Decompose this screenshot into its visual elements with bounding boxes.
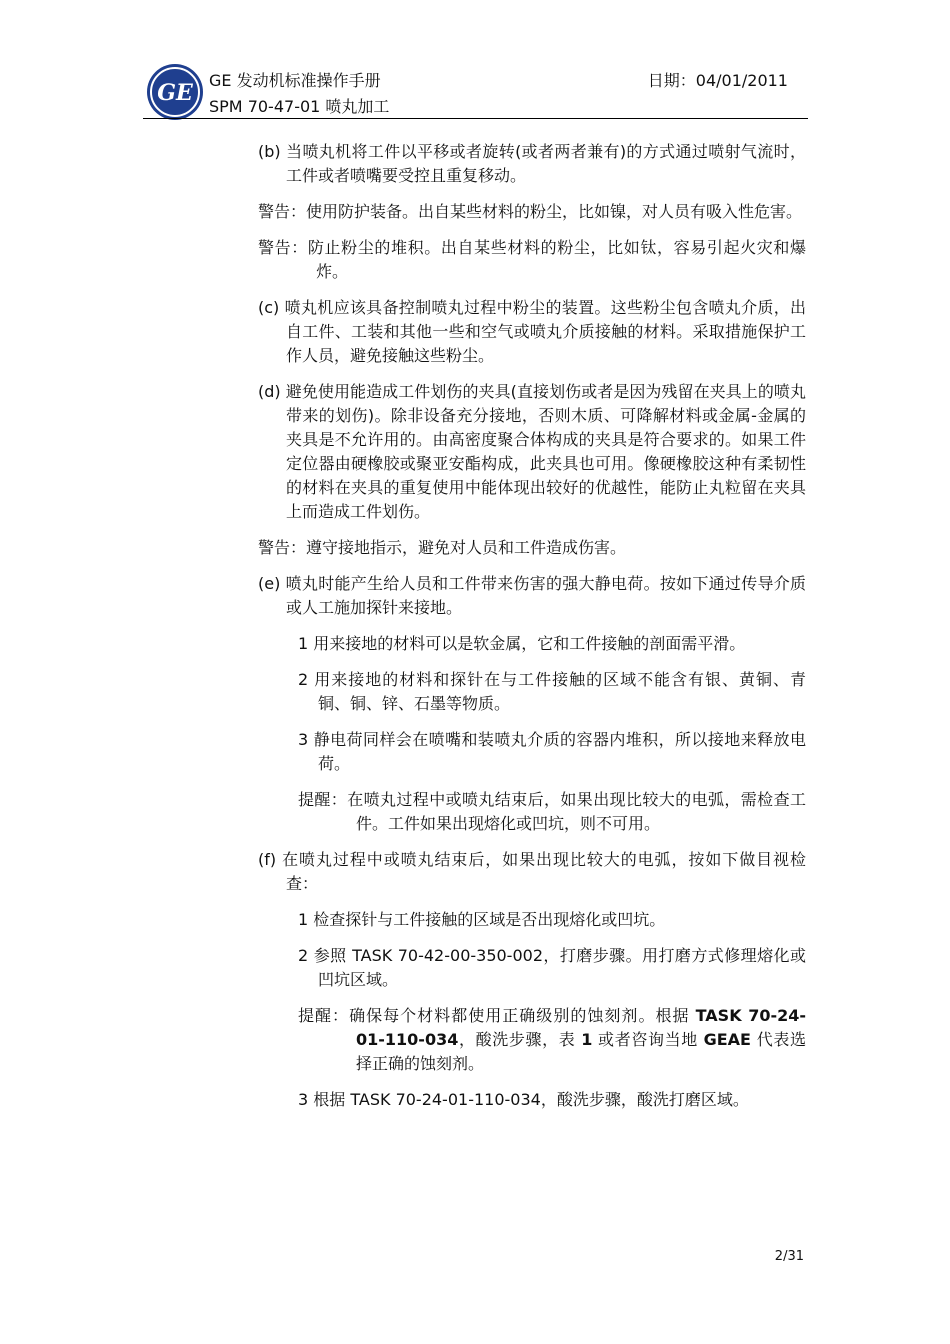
reminder-2	[298, 1004, 806, 1076]
reminder-2-text-a: 提醒：确保每个材料都使用正确级别的蚀刻剂。根据	[298, 1006, 696, 1025]
page-header	[143, 58, 808, 120]
warning-2: 警告：防止粉尘的堆积。出自某些材料的粉尘，比如钛，容易引起火灾和爆炸。	[258, 238, 806, 281]
step-e-1: 1 用来接地的材料可以是软金属，它和工件接触的剖面需平滑。	[298, 634, 746, 653]
step-e-2: 2 用来接地的材料和探针在与工件接触的区域不能含有银、黄铜、青铜、铜、锌、石墨等物质。	[298, 670, 806, 713]
reminder-2-geae: GEAE	[703, 1030, 751, 1049]
step-e-3: 3 静电荷同样会在喷嘴和装喷丸介质的容器内堆积，所以接地来释放电荷。	[298, 730, 806, 773]
paragraph-c: (c) 喷丸机应该具备控制喷丸过程中粉尘的装置。这些粉尘包含喷丸介质，出自工件、工装和其他一些和空气或喷丸介质接触的材料。采取措施保护工作人员，避免接触这些粉尘。	[258, 298, 806, 365]
step-f-2: 2 参照 TASK 70-42-00-350-002，打磨步骤。用打磨方式修理熔化或凹坑区域。	[298, 946, 806, 989]
step-f-1: 1 检查探针与工件接触的区域是否出现熔化或凹坑。	[298, 910, 666, 929]
paragraph-f: (f) 在喷丸过程中或喷丸结束后，如果出现比较大的电弧，按如下做目视检查：	[258, 850, 806, 893]
warning-3: 警告：遵守接地指示，避免对人员和工件造成伤害。	[258, 538, 627, 557]
reminder-2-task: TASK 70-24-01-110-034	[356, 1006, 807, 1049]
warning-1: 警告：使用防护装备。出自某些材料的粉尘，比如镍，对人员有吸入性危害。	[258, 202, 803, 221]
reminder-2-text-b: ，酸洗步骤，表	[458, 1030, 582, 1049]
header-divider	[143, 118, 808, 119]
reminder-2-table: 1	[581, 1030, 593, 1049]
ge-logo-text: GE	[157, 80, 193, 106]
page-number: 2/31	[774, 1249, 804, 1264]
manual-subtitle: SPM 70-47-01 喷丸加工	[209, 97, 390, 116]
paragraph-e: (e) 喷丸时能产生给人员和工件带来伤害的强大静电荷。按如下通过传导介质或人工施加探针来接地。	[258, 574, 806, 617]
reminder-1: 提醒：在喷丸过程中或喷丸结束后，如果出现比较大的电弧，需检查工件。工件如果出现熔化或凹坑，则不可用。	[298, 790, 806, 833]
reminder-2-text-c: 或者咨询当地	[592, 1030, 704, 1049]
document-date: 日期：04/01/2011	[647, 71, 788, 90]
step-f-3: 3 根据 TASK 70-24-01-110-034，酸洗步骤，酸洗打磨区域。	[298, 1090, 749, 1109]
manual-title: GE 发动机标准操作手册	[209, 71, 381, 90]
reminder-2-text-d: 代表选择正确的蚀刻剂。	[356, 1030, 806, 1073]
ge-logo-icon	[145, 62, 205, 122]
paragraph-d: (d) 避免使用能造成工件划伤的夹具(直接划伤或者是因为残留在夹具上的喷丸带来的划伤)。除非设备充分接地，否则木质、可降解材料或金属-金属的夹具是不允许用的。由高密度聚合体构成的夹具是符合要求的。如果工件定位器由硬橡胶或聚亚安酯构成，此夹具也可用。像硬橡胶这种有柔韧性的材料在夹具的重复使用中能体现出较好的优越性，能防止丸粒留在夹具上而造成工件划伤。	[258, 382, 806, 521]
paragraph-b: (b) 当喷丸机将工件以平移或者旋转(或者两者兼有)的方式通过喷射气流时，工件或者喷嘴要受控且重复移动。	[258, 142, 806, 185]
document-body	[258, 140, 806, 1124]
